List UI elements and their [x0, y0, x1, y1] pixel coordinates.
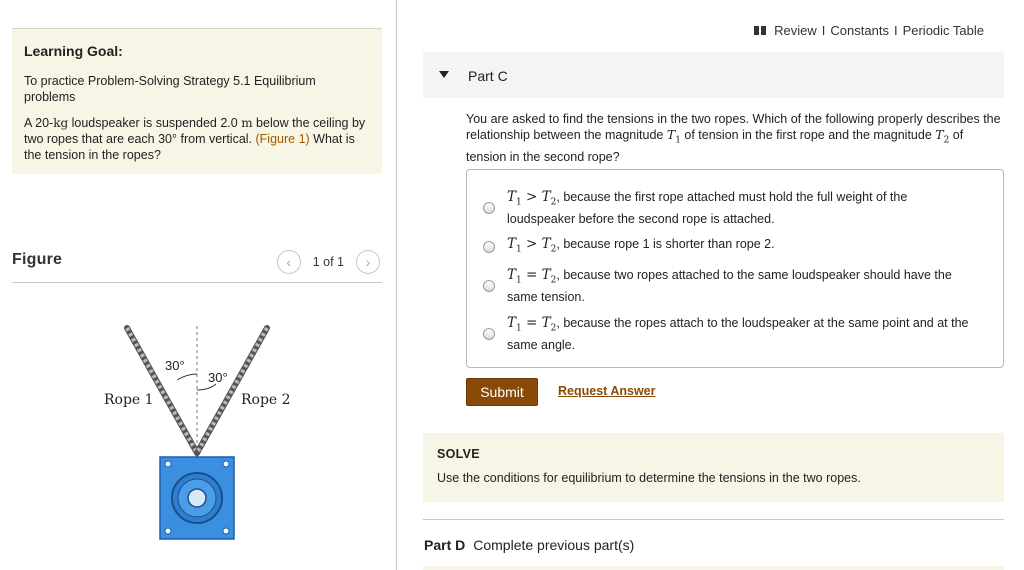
rope-2 [197, 328, 267, 453]
prev-figure-button[interactable] [277, 250, 301, 274]
submit-button[interactable]: Submit [466, 378, 538, 406]
rope-2-label: Rope 2 [241, 392, 291, 408]
loudspeaker-icon [160, 457, 234, 539]
radio-button[interactable] [483, 328, 495, 340]
solve-box [423, 433, 1004, 502]
option-3[interactable] [467, 267, 1003, 305]
part-d-status: Complete previous part(s) [473, 537, 635, 553]
section-divider [423, 519, 1004, 520]
length-unit: m [241, 116, 253, 130]
radio-button[interactable] [483, 280, 495, 292]
pager-count: 1 of 1 [312, 255, 344, 269]
problem-end: What is the tension in the ropes? [24, 132, 355, 162]
option-4[interactable] [467, 315, 1003, 353]
radio-button[interactable] [483, 241, 495, 253]
problem-statement [24, 115, 370, 163]
rope-1-label: Rope 1 [104, 392, 154, 408]
option-3-text: $T_1 = T_2$, because two ropes attached to the same loudspeaker should have the same tension. [507, 267, 952, 304]
option-2[interactable] [467, 236, 1003, 258]
next-figure-button[interactable] [356, 250, 380, 274]
part-d-header[interactable] [424, 537, 634, 553]
radio-button[interactable] [483, 202, 495, 214]
option-1[interactable] [467, 189, 1003, 227]
answer-options [466, 169, 1004, 368]
problem-prefix: A 20- [24, 116, 54, 130]
option-2-text: $T_1 > T_2$, because rope 1 is shorter than rope 2. [507, 236, 775, 255]
angle-arc-left [177, 374, 197, 380]
chevron-right-icon: › [365, 254, 371, 270]
learning-goal-title: Learning Goal: [24, 43, 123, 59]
part-c-header[interactable] [423, 52, 1004, 98]
problem-mid: loudspeaker is suspended 2.0 [68, 116, 242, 130]
loudspeaker-figure [95, 318, 305, 548]
solve-title: SOLVE [437, 447, 480, 461]
question-end: of tension in the second rope? [466, 128, 964, 164]
t2-symbol: $T_2$ [935, 127, 950, 146]
part-c-question [466, 111, 1001, 165]
caret-down-icon [439, 71, 449, 78]
t1-symbol: $T_1$ [666, 127, 681, 146]
problem-mid2: below the ceiling by two ropes that are each 30° from vertical. [24, 116, 366, 146]
review-link[interactable]: Review [774, 23, 817, 38]
left-panel [0, 0, 397, 570]
learning-goal-box [12, 28, 382, 174]
figure-label: Figure [12, 251, 63, 268]
chevron-left-icon: ‹ [286, 254, 292, 270]
link-separator: I [893, 23, 898, 38]
request-answer-link[interactable]: Request Answer [558, 384, 656, 398]
figure-link[interactable]: (Figure 1) [255, 132, 310, 146]
part-c-title: Part C [468, 68, 508, 84]
question-prefix: You are asked to find the tensions in the two ropes. Which of the following properly describes the relationship between the magnitude [466, 112, 1001, 142]
option-1-text: $T_1 > T_2$, because the first rope attached must hold the full weight of the loudspeaker before the second rope is attached. [507, 189, 908, 226]
angle-label-2: 30° [208, 370, 228, 385]
rope-1 [127, 328, 197, 453]
question-mid: of tension in the first rope and the magnitude [680, 128, 936, 142]
figure-pager [277, 250, 380, 274]
periodic-table-link[interactable]: Periodic Table [902, 23, 984, 38]
constants-link[interactable]: Constants [830, 23, 889, 38]
part-d-title: Part D [424, 537, 466, 553]
option-4-text: $T_1 = T_2$, because the ropes attach to the loudspeaker at the same point and at the same angle. [507, 315, 969, 352]
strategy-text: To practice Problem-Solving Strategy 5.1 Equilibrium problems [24, 74, 316, 104]
resource-links [754, 23, 984, 38]
book-icon [754, 26, 766, 35]
angle-label-1: 30° [165, 358, 185, 373]
solve-text: Use the conditions for equilibrium to determine the tensions in the two ropes. [437, 471, 861, 485]
link-separator: I [821, 23, 826, 38]
learning-goal-text [24, 73, 370, 163]
mass-unit: kg [53, 116, 69, 130]
figure-header [12, 246, 382, 283]
next-section-strip [423, 566, 1004, 570]
